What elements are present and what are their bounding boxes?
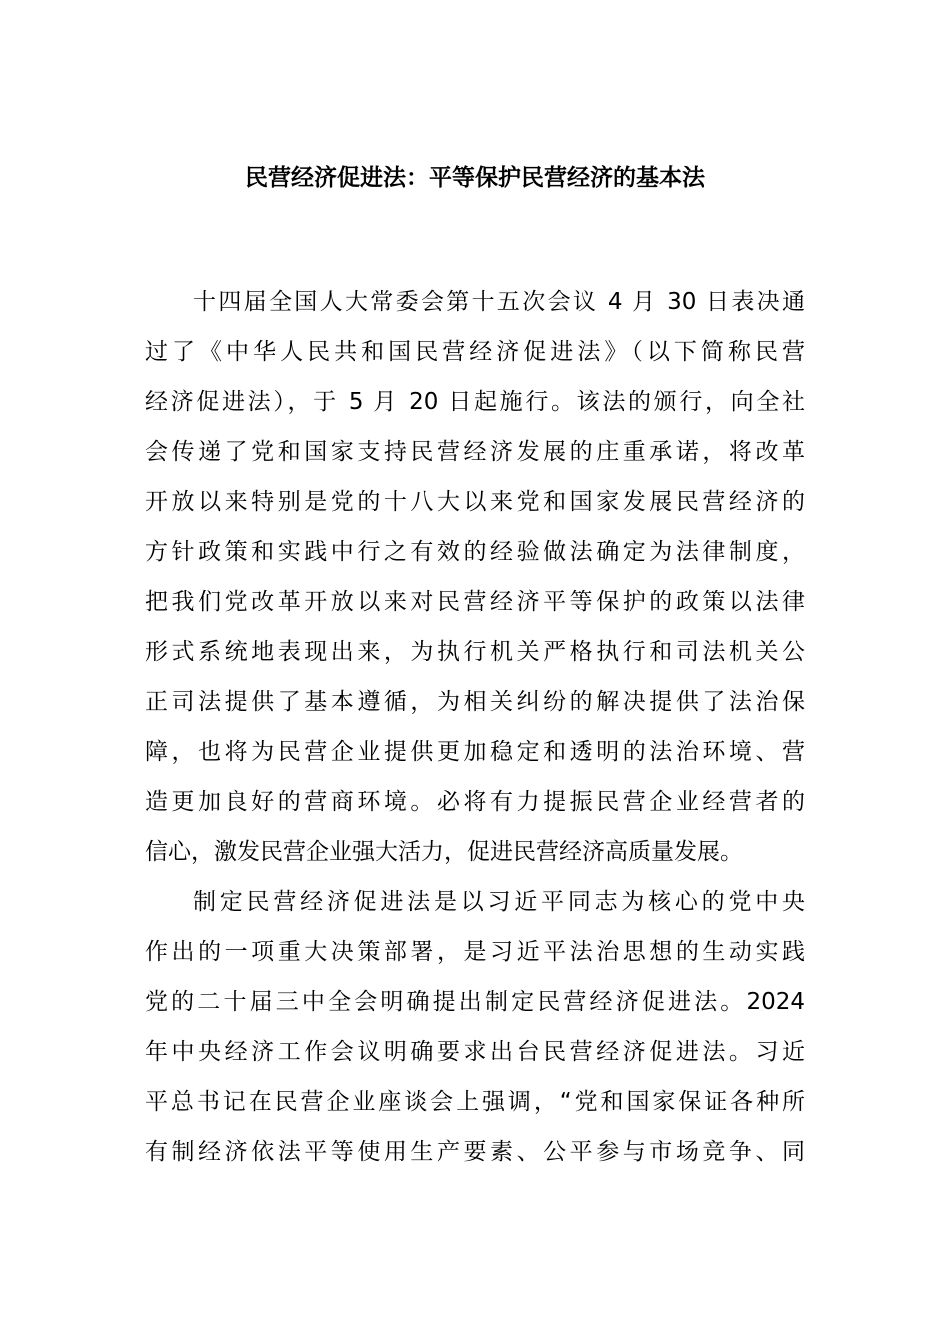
document-title: 民营经济促进法：平等保护民营经济的基本法 [245, 165, 705, 191]
paragraph-line: 过了《中华人民共和国民营经济促进法》（以下简称民营 [145, 339, 805, 365]
document-body [145, 277, 805, 1177]
paragraph-line: 正司法提供了基本遵循，为相关纠纷的解决提供了法治保 [145, 689, 805, 715]
paragraph-line: 把我们党改革开放以来对民营经济平等保护的政策以法律 [145, 589, 805, 615]
paragraph-line: 制定民营经济促进法是以习近平同志为核心的党中央 [193, 889, 805, 915]
paragraph-line: 形式系统地表现出来，为执行机关严格执行和司法机关公 [145, 639, 805, 665]
paragraph-line: 十四届全国人大常委会第十五次会议 4 月 30 日表决通 [193, 289, 805, 315]
paragraph-line: 党的二十届三中全会明确提出制定民营经济促进法。2024 [145, 989, 805, 1015]
paragraph-line: 年中央经济工作会议明确要求出台民营经济促进法。习近 [145, 1039, 805, 1065]
paragraph-line: 平总书记在民营企业座谈会上强调，“党和国家保证各种所 [145, 1089, 805, 1115]
paragraph-line: 障，也将为民营企业提供更加稳定和透明的法治环境、营 [145, 739, 805, 765]
paragraph-line: 经济促进法），于 5 月 20 日起施行。该法的颁行，向全社 [145, 389, 805, 415]
paragraph-line: 方针政策和实践中行之有效的经验做法确定为法律制度， [145, 539, 805, 565]
paragraph-line: 造更加良好的营商环境。必将有力提振民营企业经营者的 [145, 789, 805, 815]
paragraph-line: 作出的一项重大决策部署，是习近平法治思想的生动实践 [145, 939, 805, 965]
paragraph-line: 开放以来特别是党的十八大以来党和国家发展民营经济的 [145, 489, 805, 515]
paragraph-line: 有制经济依法平等使用生产要素、公平参与市场竞争、同 [145, 1139, 805, 1165]
paragraph-line: 会传递了党和国家支持民营经济发展的庄重承诺，将改革 [145, 439, 805, 465]
paragraph-line: 信心，激发民营企业强大活力，促进民营经济高质量发展。 [145, 839, 743, 865]
